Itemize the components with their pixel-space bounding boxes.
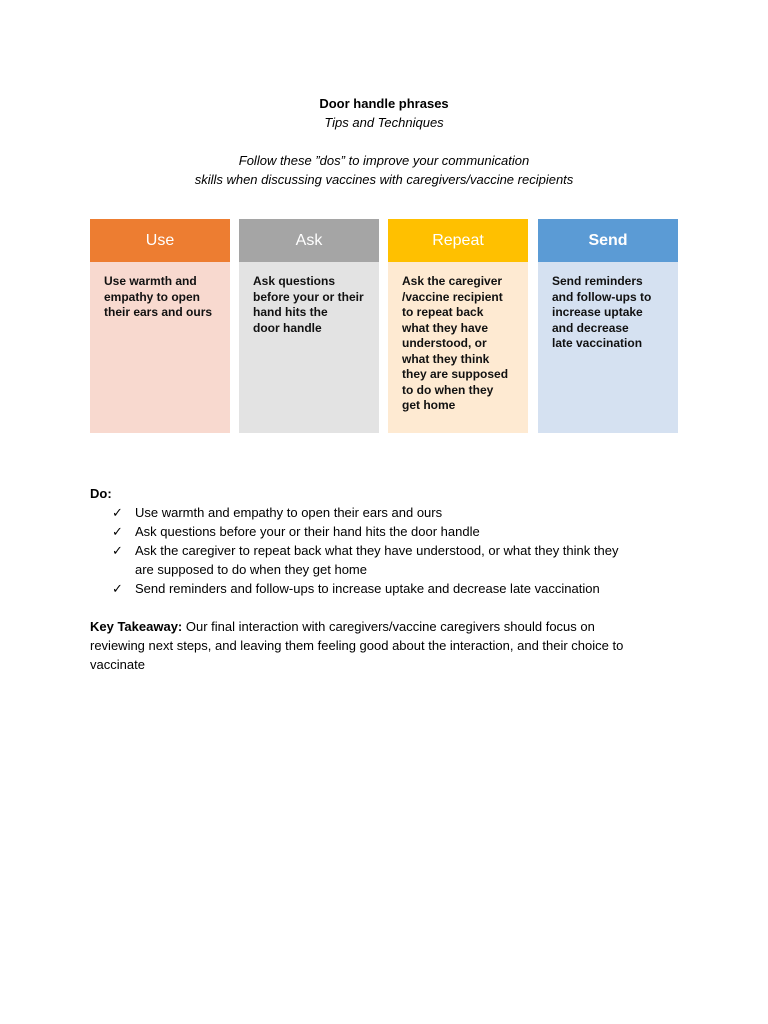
takeaway-line-3: vaccinate	[90, 657, 145, 672]
intro-text	[0, 151, 768, 189]
card-line: to repeat back	[402, 305, 484, 319]
takeaway-line-2: reviewing next steps, and leaving them feeling good about the interaction, and their choice to	[90, 638, 624, 653]
checkmark-icon: ✓	[112, 524, 123, 539]
list-item-line: Use warmth and empathy to open their ears and ours	[135, 505, 443, 520]
card-line: what they have	[402, 320, 489, 335]
card-line: Use warmth and	[104, 274, 197, 288]
takeaway-text: Our final interaction with caregivers/vaccine caregivers should focus on	[182, 619, 595, 634]
card-line: increase uptake	[552, 305, 643, 319]
takeaway-line-1	[90, 617, 690, 636]
list-item	[90, 541, 690, 579]
list-item-line: are supposed to do when they get home	[135, 562, 367, 577]
card-line: what they think	[402, 351, 490, 366]
card-line: empathy to open	[104, 289, 201, 304]
card-repeat	[388, 219, 528, 433]
card-line: door handle	[253, 320, 322, 335]
dos-cards	[90, 219, 678, 433]
takeaway-label: Key Takeaway:	[90, 619, 183, 634]
card-repeat-heading: Repeat	[388, 219, 528, 262]
card-line: Ask the caregiver	[402, 274, 503, 288]
card-send-heading: Send	[538, 219, 678, 262]
list-item	[90, 503, 690, 522]
checkmark-icon: ✓	[112, 543, 123, 558]
card-line: late vaccination	[552, 336, 643, 350]
checkmark-icon: ✓	[112, 581, 123, 596]
card-send	[538, 219, 678, 433]
card-ask-body	[239, 262, 379, 433]
card-use	[90, 219, 230, 433]
card-line: and decrease	[552, 320, 629, 335]
list-item	[90, 579, 690, 598]
card-line: they are supposed	[402, 367, 509, 381]
checkmark-icon: ✓	[112, 505, 123, 520]
do-label: Do:	[90, 486, 112, 501]
document-subtitle: Tips and Techniques	[324, 115, 444, 130]
card-line: understood, or	[402, 336, 487, 350]
card-line: /vaccine recipient	[402, 289, 503, 304]
intro-line-2: skills when discussing vaccines with caregivers/vaccine recipients	[194, 172, 574, 187]
intro-line-1: Follow these ”dos” to improve your communication	[238, 153, 530, 168]
do-list	[90, 503, 690, 598]
key-takeaway	[90, 617, 690, 674]
card-line: get home	[402, 398, 456, 412]
list-item	[90, 522, 690, 541]
card-line: hand hits the	[253, 305, 328, 319]
card-line: and follow-ups to	[552, 289, 652, 304]
card-repeat-body	[388, 262, 528, 433]
list-item-line: Send reminders and follow-ups to increase uptake and decrease late vaccination	[135, 581, 600, 596]
card-ask-heading: Ask	[239, 219, 379, 262]
card-use-heading: Use	[90, 219, 230, 262]
document-header	[0, 94, 768, 189]
card-ask	[239, 219, 379, 433]
card-line: to do when they	[402, 382, 494, 397]
card-line: before your or their	[253, 289, 364, 304]
card-line: Ask questions	[253, 274, 336, 288]
document-title: Door handle phrases	[319, 96, 449, 111]
list-item-line: Ask questions before your or their hand hits the door handle	[135, 524, 480, 539]
card-use-body	[90, 262, 230, 433]
card-line: Send reminders	[552, 274, 643, 288]
do-section	[90, 484, 690, 598]
card-line: their ears and ours	[104, 305, 213, 319]
list-item-line: Ask the caregiver to repeat back what they have understood, or what they think they	[135, 543, 619, 558]
card-send-body	[538, 262, 678, 433]
